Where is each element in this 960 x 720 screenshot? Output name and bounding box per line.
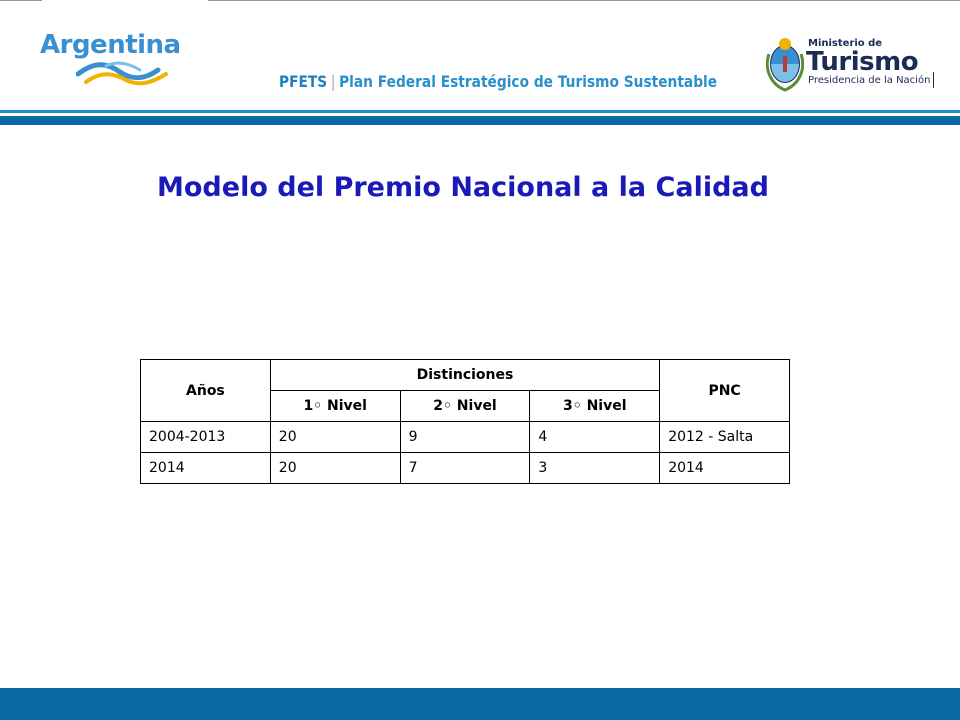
argentina-logo-text: Argentina	[40, 30, 181, 60]
ministry-line-2: Turismo	[806, 47, 919, 77]
table-cell: 2014	[141, 453, 271, 484]
argentina-logo	[40, 30, 180, 92]
table-header-row	[141, 360, 790, 391]
slide-footer-bar	[0, 688, 960, 720]
pfets-separator: |	[330, 72, 336, 91]
ministry-line-1: Ministerio de	[808, 38, 883, 49]
header-level-3: 3◦ Nivel	[530, 391, 660, 422]
table-cell: 2004-2013	[141, 422, 271, 453]
slide-header	[0, 0, 960, 112]
table-cell: 2014	[660, 453, 790, 484]
header-level-1: 1◦ Nivel	[270, 391, 400, 422]
pfets-heading	[279, 72, 717, 91]
table-cell: 4	[530, 422, 660, 453]
table-cell: 9	[400, 422, 530, 453]
argentina-wave-icon	[76, 58, 172, 88]
slide-title: Modelo del Premio Nacional a la Calidad	[157, 172, 769, 203]
header-years: Años	[141, 360, 271, 422]
ministry-line-3: Presidencia de la Nación	[808, 75, 931, 86]
ministry-logo-bar	[933, 72, 934, 88]
table-cell: 20	[270, 453, 400, 484]
table-row	[141, 453, 790, 484]
distinctions-table	[140, 359, 790, 484]
header-rule-dark	[0, 116, 960, 125]
table-cell: 7	[400, 453, 530, 484]
table-cell: 20	[270, 422, 400, 453]
ministerio-turismo-logo	[766, 34, 938, 94]
header-pnc: PNC	[660, 360, 790, 422]
pfets-plan-name: Plan Federal Estratégico de Turismo Sustentable	[339, 72, 718, 91]
national-shield-icon	[766, 34, 804, 92]
table-cell: 3	[530, 453, 660, 484]
pfets-abbreviation: PFETS	[279, 72, 328, 91]
header-distinctions: Distinciones	[270, 360, 659, 391]
header-level-2: 2◦ Nivel	[400, 391, 530, 422]
table-row	[141, 422, 790, 453]
table-cell: 2012 - Salta	[660, 422, 790, 453]
